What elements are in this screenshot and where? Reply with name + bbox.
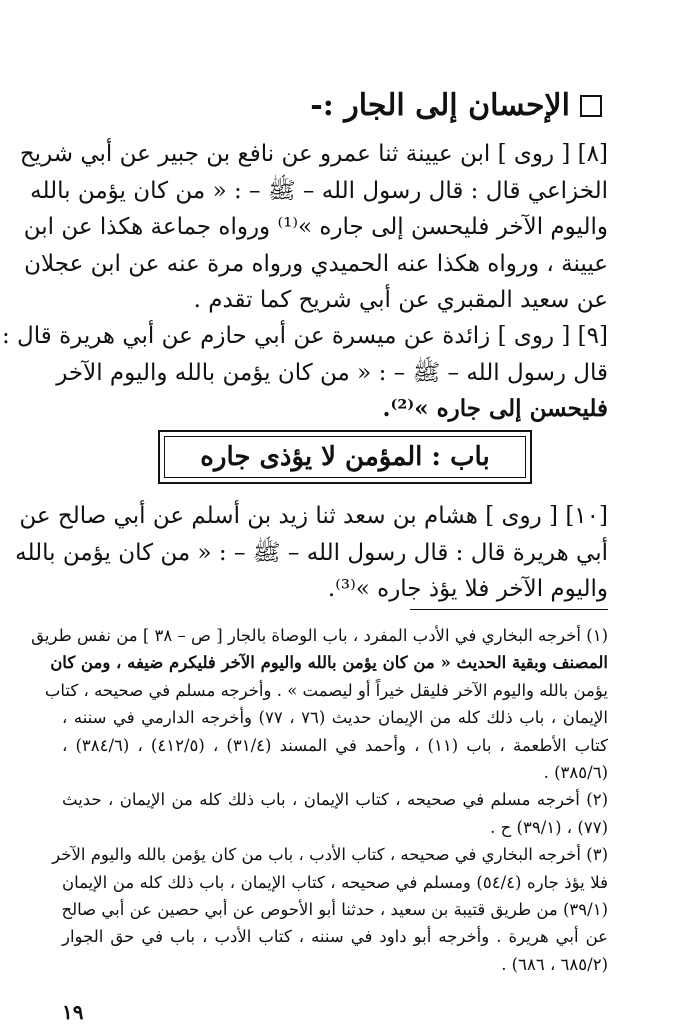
section-title: الإحسان إلى الجار :- — [310, 88, 570, 123]
hadith-8 — [19, 136, 608, 319]
hadith-line: قال رسول الله – ﷺ – : « من كان يؤمن بالله واليوم الآخر — [56, 359, 608, 386]
chapter-title: باب : المؤمن لا يؤذى جاره — [164, 436, 526, 478]
hadith-line: الخزاعي قال : قال رسول الله – ﷺ – : « من كان يؤمن بالله — [30, 177, 608, 204]
hadith-line: واليوم الآخر فليحسن إلى جاره »⁽¹⁾ ورواه جماعة هكذا عن ابن — [23, 214, 608, 240]
footnote-line: (٣٩/١) من طريق قتيبة بن سعيد ، حدثنا أبو الأحوص عن أبي حصين عن أبي صالح — [61, 899, 608, 919]
footnotes — [31, 622, 608, 978]
footnote-line: (٣٨٥/٦) . — [543, 762, 608, 782]
footnote-line: فلا يؤذ جاره (٥٤/٤) ومسلم في صحيحه ، كتاب الإيمان ، باب ذلك كله من الإيمان — [62, 872, 608, 892]
footnote-divider — [410, 609, 608, 610]
hadith-9 — [2, 318, 608, 428]
square-bullet-icon — [580, 95, 602, 117]
hadith-line: [١٠] [ روى ] هشام بن سعد ثنا زيد بن أسلم عن أبي صالح عن — [19, 503, 608, 529]
footnote-line: عن أبي هريرة . وأخرجه أبو داود في سننه ، كتاب الأدب ، باب في حق الجوار — [62, 927, 608, 947]
hadith-line: عيينة ، ورواه هكذا عنه الحميدي ورواه مرة عنه عن ابن عجلان — [24, 250, 608, 277]
footnote-line: كتاب الأطعمة ، باب (١١) ، وأحمد في المسند (٣١/٤) ، (٤١٢/٥) ، (٣٨٤/٦) ، — [62, 735, 608, 755]
footnote-line: (٧٧) ، (٣٩/١) ح . — [490, 817, 608, 837]
hadith-line: عن سعيد المقبري عن أبي شريح كما تقدم . — [193, 287, 608, 313]
section-heading — [62, 86, 602, 126]
chapter-title-box — [158, 430, 532, 484]
footnote-line: الإيمان ، باب ذلك كله من الإيمان حديث (٧٦ ، ٧٧) وأخرجه الدارمي في سننه ، — [62, 708, 608, 728]
hadith-10 — [15, 498, 608, 608]
footnote-line: (١) أخرجه البخاري في الأدب المفرد ، باب الوصاة بالجار [ ص – ٣٨ ] من نفس طريق — [31, 626, 608, 645]
hadith-line: أبي هريرة قال : قال رسول الله – ﷺ – : « من كان يؤمن بالله — [15, 539, 608, 566]
hadith-line: واليوم الآخر فلا يؤذ جاره »⁽³⁾. — [327, 576, 608, 602]
footnote-line: (٣) أخرجه البخاري في صحيحه ، كتاب الأدب ، باب من كان يؤمن بالله واليوم الآخر — [52, 845, 608, 865]
footnote-line: (٢) أخرجه مسلم في صحيحه ، كتاب الإيمان ، باب ذلك كله من الإيمان ، حديث — [62, 790, 608, 810]
footnote-line: يؤمن بالله واليوم الآخر فليقل خيراً أو ليصمت » . وأخرجه مسلم في صحيحه ، كتاب — [44, 680, 608, 700]
footnote-line: (٦٨٥/٢ ، ٦٨٦) . — [501, 954, 608, 974]
hadith-line: فليحسن إلى جاره »⁽²⁾. — [382, 395, 608, 422]
hadith-line: [٨] [ روى ] ابن عيينة ثنا عمرو عن نافع بن جبير عن أبي شريح — [19, 141, 608, 167]
footnote-line: المصنف وبقية الحديث « من كان يؤمن بالله واليوم الآخر فليكرم ضيفه ، ومن كان — [50, 653, 608, 673]
hadith-line: [٩] [ روى ] زائدة عن ميسرة عن أبي حازم عن أبي هريرة قال : — [2, 323, 608, 349]
page-number: ١٩ — [62, 1000, 84, 1024]
